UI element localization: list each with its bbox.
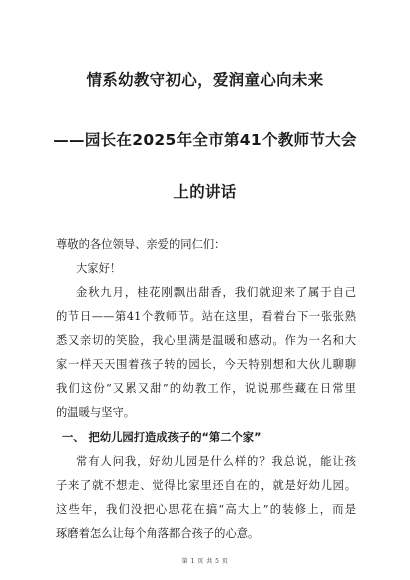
paragraph-2-line: 子来了就不想走、觉得比家里还自在的，就是好幼儿园。 [56,479,356,492]
paragraph-2-line: 常有人问我，好幼儿园是什么样的？我总说，能让孩 [76,455,356,468]
paragraph-2-line: 这些年，我们没把心思花在搞“高大上”的装修上，而是 [56,503,356,516]
paragraph-1-line: 的温暖与坚守。 [56,406,136,419]
paragraph-1-line: 家一样天天围着孩子转的园长，今天特别想和大伙儿聊聊 [56,358,356,371]
section-heading: 一、 把幼儿园打造成孩子的“第二个家” [62,431,262,444]
paragraph-1-line: 的节日——第41个教师节。站在这里，看着台下一张张熟 [56,310,356,323]
paragraph-1-line: 我们这份“又累又甜”的幼教工作，说说那些藏在日常里 [56,382,356,395]
greeting: 大家好！ [76,262,122,275]
salutation: 尊敬的各位领导、亲爱的同仁们： [56,238,226,251]
page-footer: 第 1 页 共 5 页 [181,558,229,565]
document-title-line-3: 上的讲话 [173,183,237,201]
document-title-line-2: ——园长在2025年全市第41个教师节大会 [53,131,357,149]
paragraph-2-line: 琢磨着怎么让每个角落都合孩子的心意。 [56,527,260,540]
paragraph-1-line: 金秋九月，桂花刚飘出甜香，我们就迎来了属于自己 [76,286,356,299]
document-title-line-1: 情系幼教守初心，爱润童心向未来 [86,71,324,89]
paragraph-1-line: 悉又亲切的笑脸，我心里满是温暖和感动。作为一名和大 [56,334,356,347]
